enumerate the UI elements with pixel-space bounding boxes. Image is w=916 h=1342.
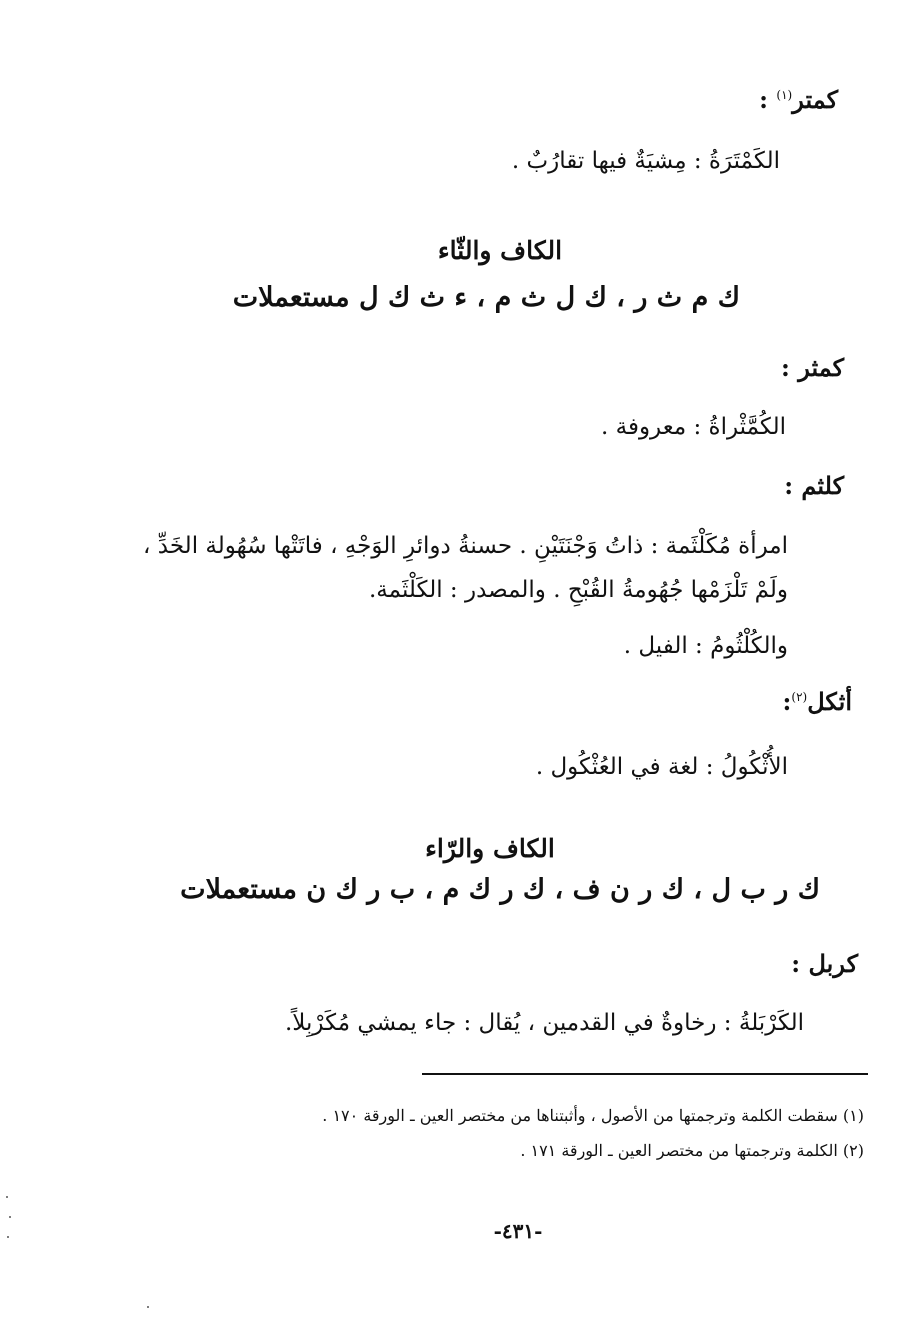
entry-text-kmthr: الكُمَّثْراةُ : معروفة .	[601, 414, 786, 440]
section-title-kaf-ra: الكاف والرّاء	[425, 834, 555, 863]
section-title-kaf-tha: الكاف والثّاء	[437, 236, 563, 265]
section-subtitle-kaf-tha: ك م ث ر ، ك ل ث م ، ء ث ك ل مستعملات	[232, 282, 740, 313]
entry-head-text: كمتر	[792, 85, 838, 114]
scan-speck	[147, 1306, 149, 1308]
footnote-1: (١) سقطت الكلمة وترجمتها من الأصول ، وأثبتناها من مختصر العين ـ الورقة ١٧٠ .	[322, 1106, 864, 1125]
footnote-divider	[422, 1073, 868, 1075]
entry-head-kmtr	[759, 86, 838, 115]
entry-text-kmtr: الكَمْتَرَةُ : مِشيَةٌ فيها تقارُبٌ .	[511, 148, 780, 174]
entry-head-klthm: كلثم :	[784, 471, 844, 500]
section-subtitle-kaf-ra: ك ر ب ل ، ك ر ن ف ، ك ر ك م ، ب ر ك ن مستعملات	[180, 874, 820, 905]
entry-text-klthm-line3: والكُلْثُومُ : الفيل .	[623, 633, 788, 659]
scan-speck	[7, 1236, 9, 1238]
footnote-2: (٢) الكلمة وترجمتها من مختصر العين ـ الورقة ١٧١ .	[520, 1141, 864, 1160]
entry-text-klthm-line2: ولَمْ تَلْزَمْها جُهُومةُ القُبْحِ . والمصدر : الكَلْثَمة.	[369, 577, 788, 603]
entry-head-kmthr: كمثر :	[781, 353, 844, 382]
entry-head-athkl	[783, 688, 852, 717]
entry-head-text: أثكل	[807, 687, 852, 716]
footnote-ref-2[interactable]: (٢)	[791, 690, 808, 704]
entry-colon: :	[759, 85, 769, 114]
scan-speck	[6, 1196, 8, 1198]
entry-head-krbl: كربل :	[791, 949, 858, 978]
entry-text-athkl: الأُثْكُولُ : لغة في العُثْكُول .	[535, 754, 788, 780]
entry-colon: :	[782, 687, 792, 716]
footnote-ref-1[interactable]: (١)	[776, 88, 793, 102]
entry-text-krbl: الكَرْبَلةُ : رخاوةٌ في القدمين ، يُقال : جاء يمشي مُكَرْبِلاً.	[284, 1010, 804, 1036]
scan-speck	[9, 1216, 11, 1218]
page-number: -٤٣١-	[493, 1219, 543, 1243]
entry-text-klthm-line1: امرأة مُكَلْثَمة : ذاتُ وَجْنَتَيْنِ . حسنةُ دوائرِ الوَجْهِ ، فاتَتْها سُهُولة الخَدِّ ،	[143, 533, 788, 559]
